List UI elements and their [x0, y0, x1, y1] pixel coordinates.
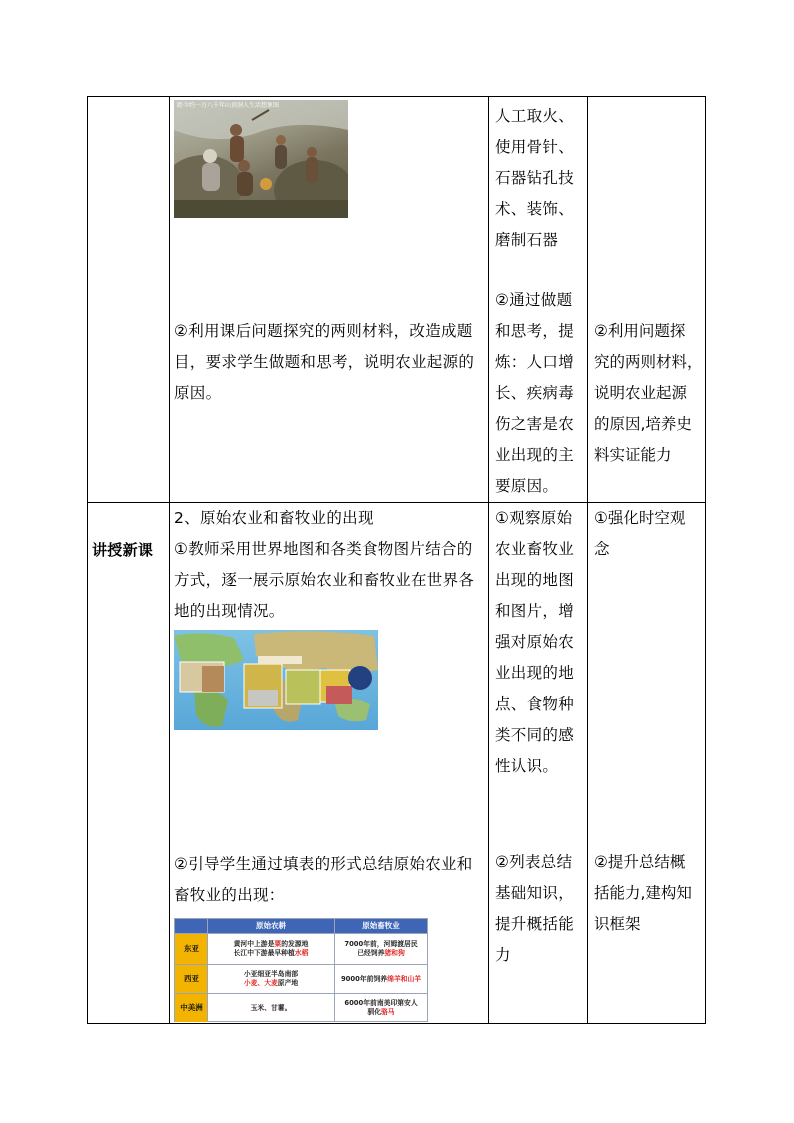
table-left-border	[87, 96, 88, 1024]
world-agriculture-map	[174, 630, 378, 730]
row2-design-intent-a: ①强化时空观 念	[594, 509, 686, 558]
summary-farming-central-america: 玉米、甘薯。	[250, 1003, 292, 1012]
row2-step2-text: ②引导学生通过填表的形式总结原始农业和畜牧业的出现：	[174, 855, 473, 904]
summary-herding-west-asia: 9000年前饲养绵羊和山羊	[340, 974, 422, 983]
summary-column-divider	[334, 919, 335, 1021]
summary-header-corner	[175, 919, 208, 933]
cave-life-illustration	[174, 100, 348, 218]
summary-herding-east-asia: 7000年前，河姆渡居民 已经饲养猪和狗	[344, 940, 418, 957]
summary-column-divider	[207, 919, 208, 1021]
row1-student-activity-b: ②通过做题 和思考，提 炼：人口增 长、疾病毒 伤之害是农 业出现的主 要原因。	[495, 291, 575, 495]
table-bottom-border	[87, 1023, 706, 1024]
row2-student-activity-b: ②列表总结 基础知识， 提升概括能 力	[495, 853, 575, 964]
table-top-border	[87, 96, 706, 97]
section-heading: 2、原始农业和畜牧业的出现	[174, 509, 374, 527]
column-divider-3	[587, 96, 588, 1024]
summary-herding-central-america: 6000年前南美印第安人 驯化骆马	[344, 999, 418, 1016]
summary-region-central-america: 中美洲	[175, 994, 208, 1022]
world-map-image	[174, 630, 378, 730]
cave-image-caption: 距今约一万八千年山顶洞人生活想象图	[177, 102, 280, 109]
cave-scene-image	[174, 100, 348, 218]
summary-header-farming: 原始农耕	[208, 919, 334, 933]
summary-header-herding: 原始畜牧业	[335, 919, 427, 933]
summary-region-west-asia: 西亚	[175, 965, 208, 993]
row1-design-intent: ②利用问题探 究的两则材料， 说明农业起源 的原因,培养史 料实证能力	[594, 322, 703, 464]
summary-farming-west-asia: 小亚细亚半岛南部 小麦、大麦原产地	[243, 970, 299, 987]
stage-label: 讲授新课	[92, 541, 154, 559]
summary-farming-east-asia: 黄河中上游是粟的发源地 长江中下游最早种植水稻	[233, 940, 309, 957]
row1-student-activity-a: 人工取火、 使用骨针、 石器钻孔技 术、装饰、 磨制石器	[495, 107, 575, 249]
row2-design-intent-b: ②提升总结概 括能力,建构知 识框架	[594, 853, 692, 933]
row2-student-activity-a: ①观察原始 农业畜牧业 出现的地图 和图片，增 强对原始农 业出现的地 点、食物种 类不同的感 性认识。	[495, 509, 575, 775]
agriculture-summary-table	[174, 918, 428, 1022]
row2-step1-text: ①教师采用世界地图和各类食物图片结合的方式，逐一展示原始农业和畜牧业在世界各地的出现情况。	[174, 540, 475, 620]
summary-region-east-asia: 东亚	[175, 934, 208, 964]
column-divider-2	[488, 96, 489, 1024]
row1-step-text: ②利用课后问题探究的两则材料，改造成题目，要求学生做题和思考，说明农业起源的原因。	[174, 322, 475, 402]
